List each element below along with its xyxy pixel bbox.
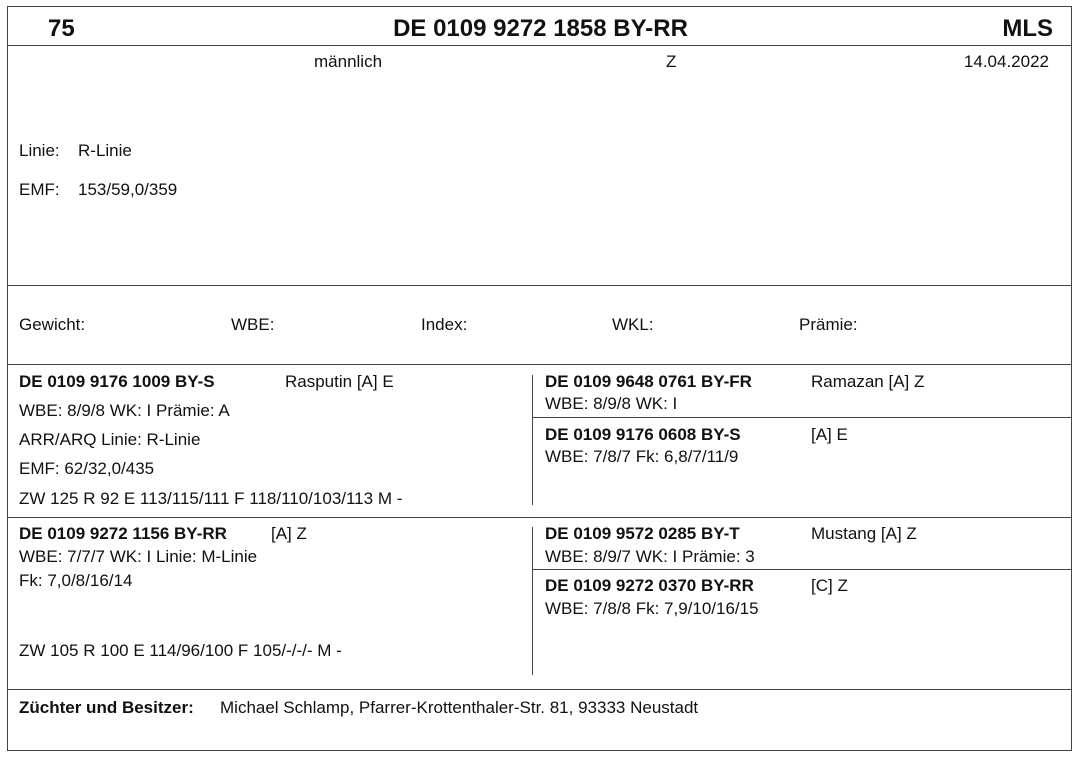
sire-line-3: EMF: 62/32,0/435 (19, 459, 155, 478)
sire-dam-name: [A] E (811, 425, 848, 444)
dam-id: DE 0109 9272 1156 BY-RR (19, 524, 227, 543)
wkl-label: WKL: (612, 315, 654, 334)
dam-grandparents-divider (533, 569, 1071, 570)
sire-grandparents-divider (533, 417, 1071, 418)
emf-label: EMF: (19, 180, 60, 199)
birth-date: 14.04.2022 (963, 52, 1049, 71)
info-divider (8, 285, 1071, 286)
header-divider (8, 45, 1071, 46)
line-label: Linie: (19, 141, 60, 160)
breeder-label: Züchter und Besitzer: (19, 698, 194, 717)
sire-sire-name: Ramazan [A] Z (811, 372, 925, 391)
wbe-label: WBE: (231, 315, 275, 334)
sire-dam-id: DE 0109 9176 0608 BY-S (545, 425, 741, 444)
dam-dam-id: DE 0109 9272 0370 BY-RR (545, 576, 754, 595)
sire-line-4: ZW 125 R 92 E 113/115/111 F 118/110/103/113 M - (19, 489, 403, 508)
sire-sire-line-1: WBE: 8/9/8 WK: I (545, 394, 678, 413)
ring-id-title: DE 0109 9272 1858 BY-RR (393, 15, 688, 42)
sire-dam-section-divider (8, 517, 1071, 518)
dam-dam-line-1: WBE: 7/8/8 Fk: 7,9/10/16/15 (545, 599, 759, 618)
dam-name: [A] Z (271, 524, 307, 543)
dam-dam-name: [C] Z (811, 576, 848, 595)
metrics-divider (8, 364, 1071, 365)
line-value: R-Linie (78, 141, 132, 160)
dam-line-1: WBE: 7/7/7 WK: I Linie: M-Linie (19, 547, 258, 566)
sire-dam-line-1: WBE: 7/8/7 Fk: 6,8/7/11/9 (545, 447, 739, 466)
sire-line-1: WBE: 8/9/8 WK: I Prämie: A (19, 401, 230, 420)
breeder-divider (8, 689, 1071, 690)
weight-label: Gewicht: (19, 315, 86, 334)
herdbook-mark: Z (666, 52, 677, 71)
dam-sire-name: Mustang [A] Z (811, 524, 917, 543)
dam-line-2: Fk: 7,0/8/16/14 (19, 571, 133, 590)
emf-value: 153/59,0/359 (78, 180, 178, 199)
breeder-value: Michael Schlamp, Pfarrer-Krottenthaler-Str. 81, 93333 Neustadt (220, 698, 699, 717)
sire-column-divider (532, 375, 533, 505)
dam-line-3: ZW 105 R 100 E 114/96/100 F 105/-/-/- M - (19, 641, 342, 660)
dam-column-divider (532, 527, 533, 675)
sire-id: DE 0109 9176 1009 BY-S (19, 372, 215, 391)
sex-value: männlich (314, 52, 383, 71)
animal-card (7, 6, 1072, 751)
catalog-number: 75 (48, 15, 75, 42)
praemie-label: Prämie: (799, 315, 858, 334)
dam-sire-line-1: WBE: 8/9/7 WK: I Prämie: 3 (545, 547, 755, 566)
sire-name: Rasputin [A] E (285, 372, 394, 391)
category-code: MLS (1002, 15, 1053, 42)
sire-line-2: ARR/ARQ Linie: R-Linie (19, 430, 201, 449)
index-label: Index: (421, 315, 468, 334)
sire-sire-id: DE 0109 9648 0761 BY-FR (545, 372, 752, 391)
dam-sire-id: DE 0109 9572 0285 BY-T (545, 524, 740, 543)
